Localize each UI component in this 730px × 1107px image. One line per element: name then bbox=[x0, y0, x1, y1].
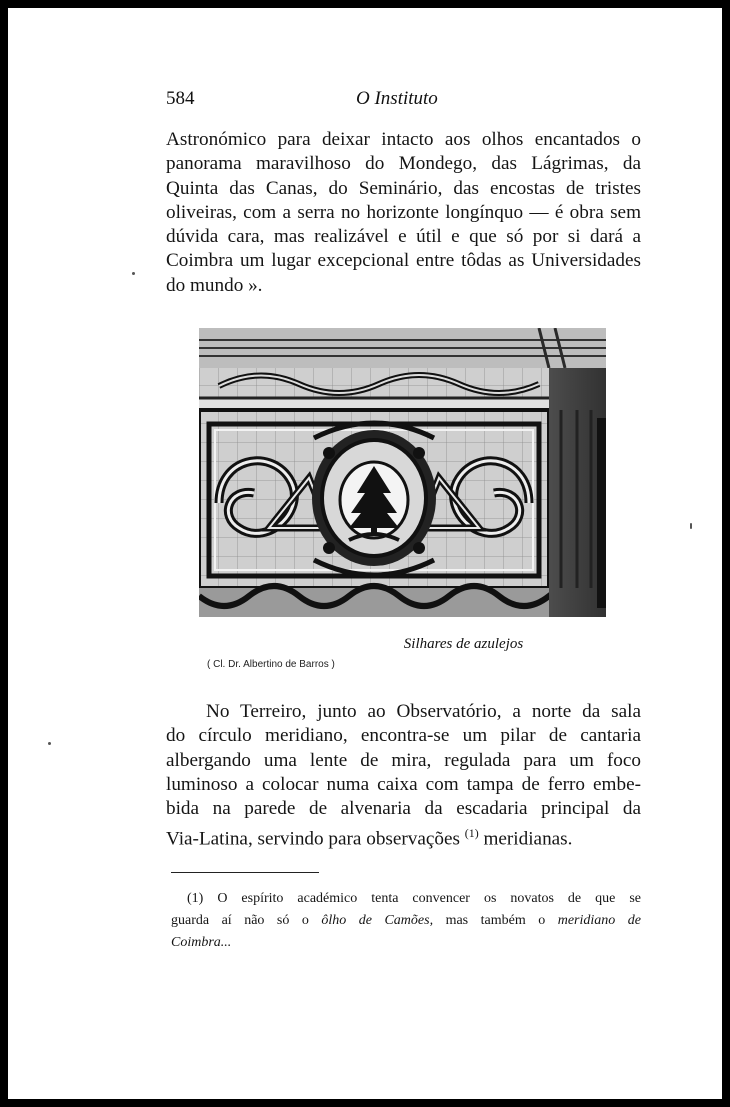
text-line: panorama maravilhoso do Mondego, das Lágrimas, da bbox=[166, 153, 641, 175]
photo-credit: ( Cl. Dr. Albertino de Barros ) bbox=[207, 659, 335, 670]
text-segment: guarda aí não só o bbox=[171, 913, 322, 928]
paragraph-2 bbox=[166, 700, 641, 852]
footnote-line bbox=[171, 910, 641, 932]
text-line: oliveiras, com a serra no horizonte longínquo — é obra sem bbox=[166, 201, 641, 223]
text-line: bida na parede de alvenaria da escadaria principal da bbox=[166, 798, 641, 820]
italic-segment: meridiano de bbox=[557, 913, 641, 928]
footnote bbox=[171, 888, 641, 954]
text-line: do círculo meridiano, encontra-se um pilar de cantaria bbox=[166, 725, 641, 747]
azulejo-panel-image bbox=[199, 328, 606, 617]
azulejo-photograph bbox=[199, 328, 606, 617]
text-line: dúvida cara, mas realizável e útil e que só por si dará a bbox=[166, 226, 641, 248]
book-page bbox=[8, 8, 722, 1099]
italic-segment: ôlho de Camões, bbox=[321, 913, 434, 928]
text-segment: Via-Latina, servindo para observações bbox=[166, 828, 465, 850]
print-speck bbox=[132, 272, 135, 275]
text-line: do mundo ». bbox=[166, 274, 263, 296]
figure-caption: Silhares de azulejos bbox=[403, 636, 524, 652]
page-header bbox=[166, 88, 641, 118]
text-line: Quinta das Canas, do Seminário, das encostas de tristes bbox=[166, 177, 641, 199]
print-speck bbox=[690, 523, 692, 529]
footnote-marker: (1) bbox=[187, 891, 204, 906]
page-number: 584 bbox=[166, 88, 195, 109]
print-speck bbox=[48, 742, 51, 745]
footnote-line bbox=[171, 932, 641, 954]
text-segment: meridianas. bbox=[478, 828, 573, 850]
text-line: Coimbra um lugar excepcional entre tôdas as Universidades bbox=[166, 250, 641, 272]
text-segment: O espírito académico tenta convencer os novatos de que se bbox=[203, 891, 641, 906]
text-line: albergando uma lente de mira, regulada para um foco bbox=[166, 749, 641, 771]
text-line: luminoso a colocar numa caixa com tampa de ferro embe- bbox=[166, 773, 641, 795]
text-line bbox=[166, 821, 641, 852]
running-title: O Instituto bbox=[356, 88, 438, 109]
footnote-line bbox=[171, 888, 641, 910]
footnote-reference[interactable]: (1) bbox=[464, 826, 479, 841]
text-line: Astronómico para deixar intacto aos olhos encantados o bbox=[166, 129, 641, 150]
text-line: No Terreiro, junto ao Observatório, a norte da sala bbox=[206, 701, 641, 722]
paragraph-1 bbox=[166, 128, 641, 298]
italic-segment: Coimbra... bbox=[171, 935, 232, 950]
footnote-divider bbox=[171, 872, 319, 873]
text-segment: mas também o bbox=[433, 913, 558, 928]
